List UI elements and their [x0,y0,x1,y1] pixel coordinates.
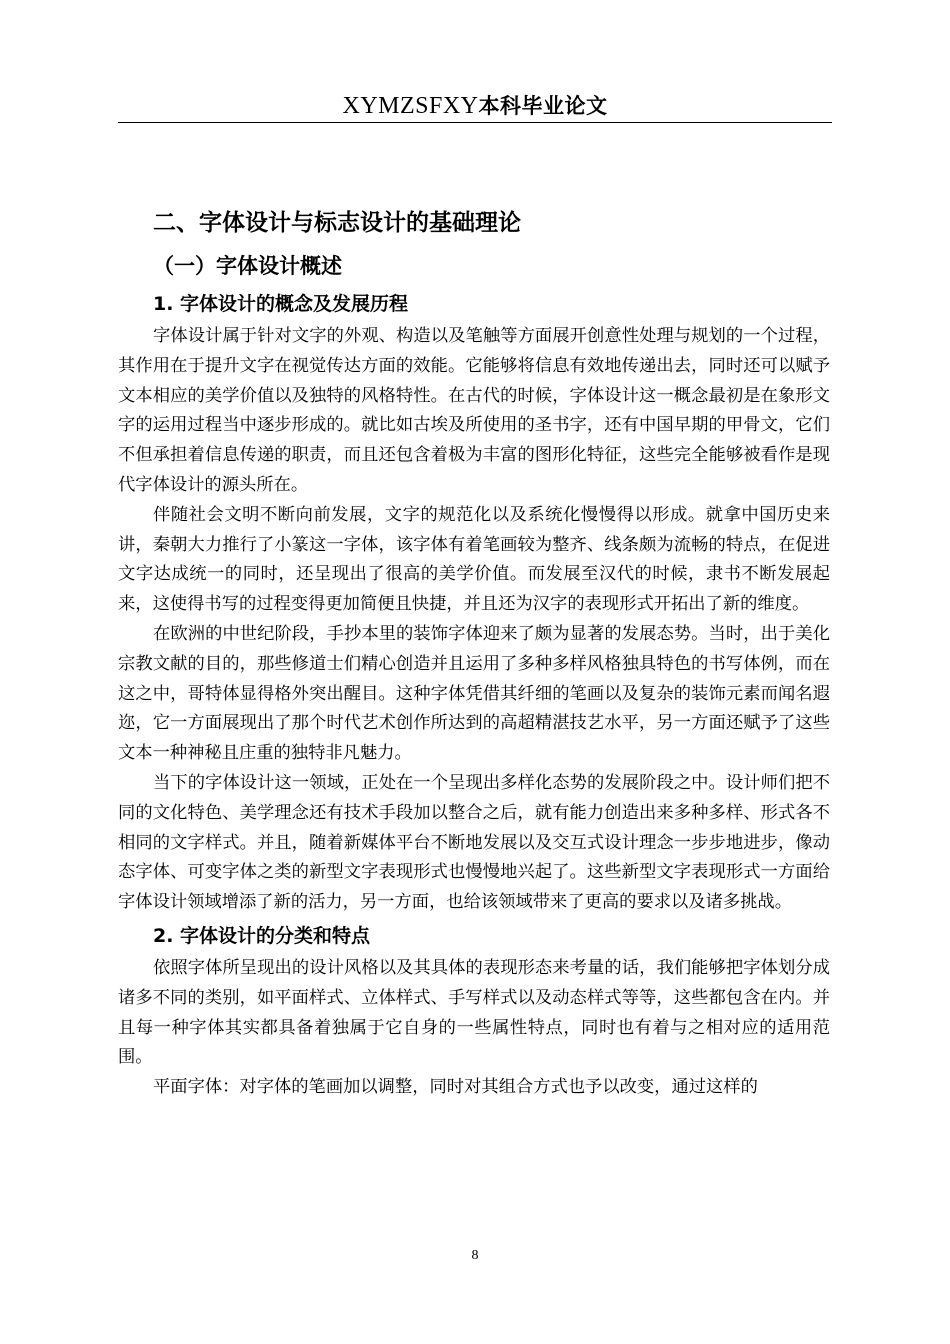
header-latin: XYMZSFXY [342,93,479,119]
topic-title-2: 2. 字体设计的分类和特点 [153,924,371,947]
page-number: 8 [471,1248,479,1263]
running-header [118,92,832,120]
paragraph: 依照字体所呈现出的设计风格以及其具体的表现形态来考量的话，我们能够把字体划分成诸多不同的类别，如平面样式、立体样式、手写样式以及动态样式等等，这些都包含在内。并且每一种字体其实都具备着独属于它自身的一些属性特点，同时也有着与之相对应的适用范围。 [118,957,830,1068]
paragraph: 伴随社会文明不断向前发展，文字的规范化以及系统化慢慢得以形成。就拿中国历史来讲，秦朝大力推行了小篆这一字体，该字体有着笔画较为整齐、线条颇为流畅的特点，在促进文字达成统一的同时，还呈现出了很高的美学价值。而发展至汉代的时候，隶书不断发展起来，这使得书写的过程变得更加简便且快捷，并且还为汉字的表现形式开拓出了新的维度。 [118,504,830,615]
paragraph: 平面字体：对字体的笔画加以调整，同时对其组合方式也予以改变，通过这样的 [153,1077,758,1098]
topic-title-1: 1. 字体设计的概念及发展历程 [153,293,409,315]
page-body [118,200,830,1103]
paragraph: 在欧洲的中世纪阶段，手抄本里的装饰字体迎来了颇为显著的发展态势。当时，出于美化宗教文献的目的，那些修道士们精心创造并且运用了多种多样风格独具特色的书写体例，而在这之中，哥特体显得格外突出醒目。这种字体凭借其纤细的笔画以及复杂的装饰元素而闻名遐迩，它一方面展现出了那个时代艺术创作所达到的高超精湛技艺水平，另一方面还赋予了这些文本一种神秘且庄重的独特非凡魅力。 [118,623,830,764]
section-title: 二、字体设计与标志设计的基础理论 [153,210,521,236]
header-chinese: 本科毕业论文 [478,94,608,118]
header-rule [118,122,832,123]
paragraph: 字体设计属于针对文字的外观、构造以及笔触等方面展开创意性处理与规划的一个过程，其作用在于提升文字在视觉传达方面的效能。它能够将信息有效地传递出去，同时还可以赋予文本相应的美学价值以及独特的风格特性。在古代的时候，字体设计这一概念最初是在象形文字的运用过程当中逐步形成的。就比如古埃及所使用的圣书字，还有中国早期的甲骨文，它们不但承担着信息传递的职责，而且还包含着极为丰富的图形化特征，这些完全能够被看作是现代字体设计的源头所在。 [118,326,830,495]
paragraph: 当下的字体设计这一领域，正处在一个呈现出多样化态势的发展阶段之中。设计师们把不同的文化特色、美学理念还有技术手段加以整合之后，就有能力创造出来多种多样、形式各不相同的文字样式。并且，随着新媒体平台不断地发展以及交互式设计理念一步步地进步，像动态字体、可变字体之类的新型文字表现形式也慢慢地兴起了。这些新型文字表现形式一方面给字体设计领域增添了新的活力，另一方面，也给该领域带来了更高的要求以及诸多挑战。 [118,772,830,913]
subsection-title: （一）字体设计概述 [153,254,342,278]
